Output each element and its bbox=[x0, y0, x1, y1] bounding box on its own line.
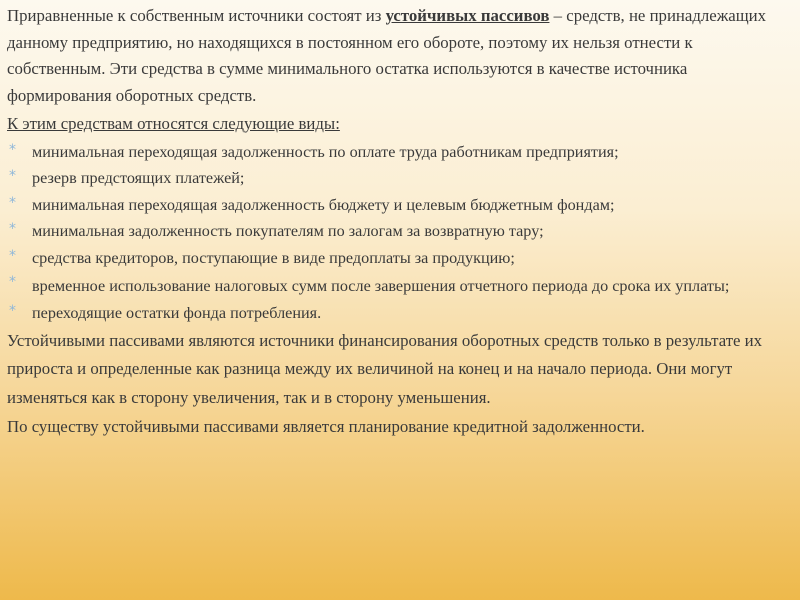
list-item-text: временное использование налоговых сумм после завершения отчетного периода до срока их уплаты; bbox=[32, 276, 730, 295]
asterisk-icon: * bbox=[9, 247, 16, 264]
asterisk-icon: * bbox=[9, 141, 16, 158]
asterisk-icon: * bbox=[9, 303, 16, 320]
asterisk-icon: * bbox=[9, 194, 16, 211]
term-stable-liabilities: устойчивых пассивов bbox=[385, 6, 550, 25]
list-item bbox=[7, 139, 793, 166]
list-intro: К этим средствам относятся следующие виды: bbox=[7, 113, 340, 133]
slide-content bbox=[7, 3, 793, 442]
list-item bbox=[7, 218, 793, 245]
list-item bbox=[7, 165, 793, 192]
list-item bbox=[7, 245, 793, 272]
list-item-text: минимальная задолженность покупателям по залогам за возвратную тару; bbox=[32, 222, 544, 241]
list-item-text: минимальная переходящая задолженность бюджету и целевым бюджетным фондам; bbox=[32, 195, 615, 214]
intro-text-start: Приравненные к собственным источники состоят из bbox=[7, 6, 386, 25]
list-item-text: средства кредиторов, поступающие в виде предоплаты за продукцию; bbox=[32, 248, 515, 267]
list-item-text: переходящие остатки фонда потребления. bbox=[32, 304, 322, 323]
intro-text-end: – средств, не принадлежащих данному предприятию, но находящихся в постоянном его обороте, поэтому их нельзя отнести к собственным. Эти средства в сумме минимального остатка используются в качестве источника формирования оборотных средств. bbox=[7, 6, 767, 106]
stable-liabilities-paragraph: Устойчивыми пассивами являются источники финансирования оборотных средств только в результате их прироста и определенные как разница между их величиной на конец и на начало периода. Они могут изменяться как в сторону увеличения, так и в сторону уменьшения. bbox=[7, 330, 763, 408]
list-item bbox=[7, 300, 793, 327]
list-item-text: резерв предстоящих платежей; bbox=[32, 169, 245, 188]
asterisk-icon: * bbox=[9, 273, 16, 290]
list-item-text: минимальная переходящая задолженность по оплате труда работникам предприятия; bbox=[32, 142, 619, 161]
bullet-list bbox=[7, 139, 793, 327]
conclusion-paragraph: По существу устойчивыми пассивами является планирование кредитной задолженности. bbox=[7, 417, 645, 437]
asterisk-icon: * bbox=[9, 221, 16, 238]
list-item bbox=[7, 192, 793, 219]
asterisk-icon: * bbox=[9, 168, 16, 185]
intro-paragraph bbox=[7, 3, 793, 110]
list-item bbox=[7, 272, 793, 301]
